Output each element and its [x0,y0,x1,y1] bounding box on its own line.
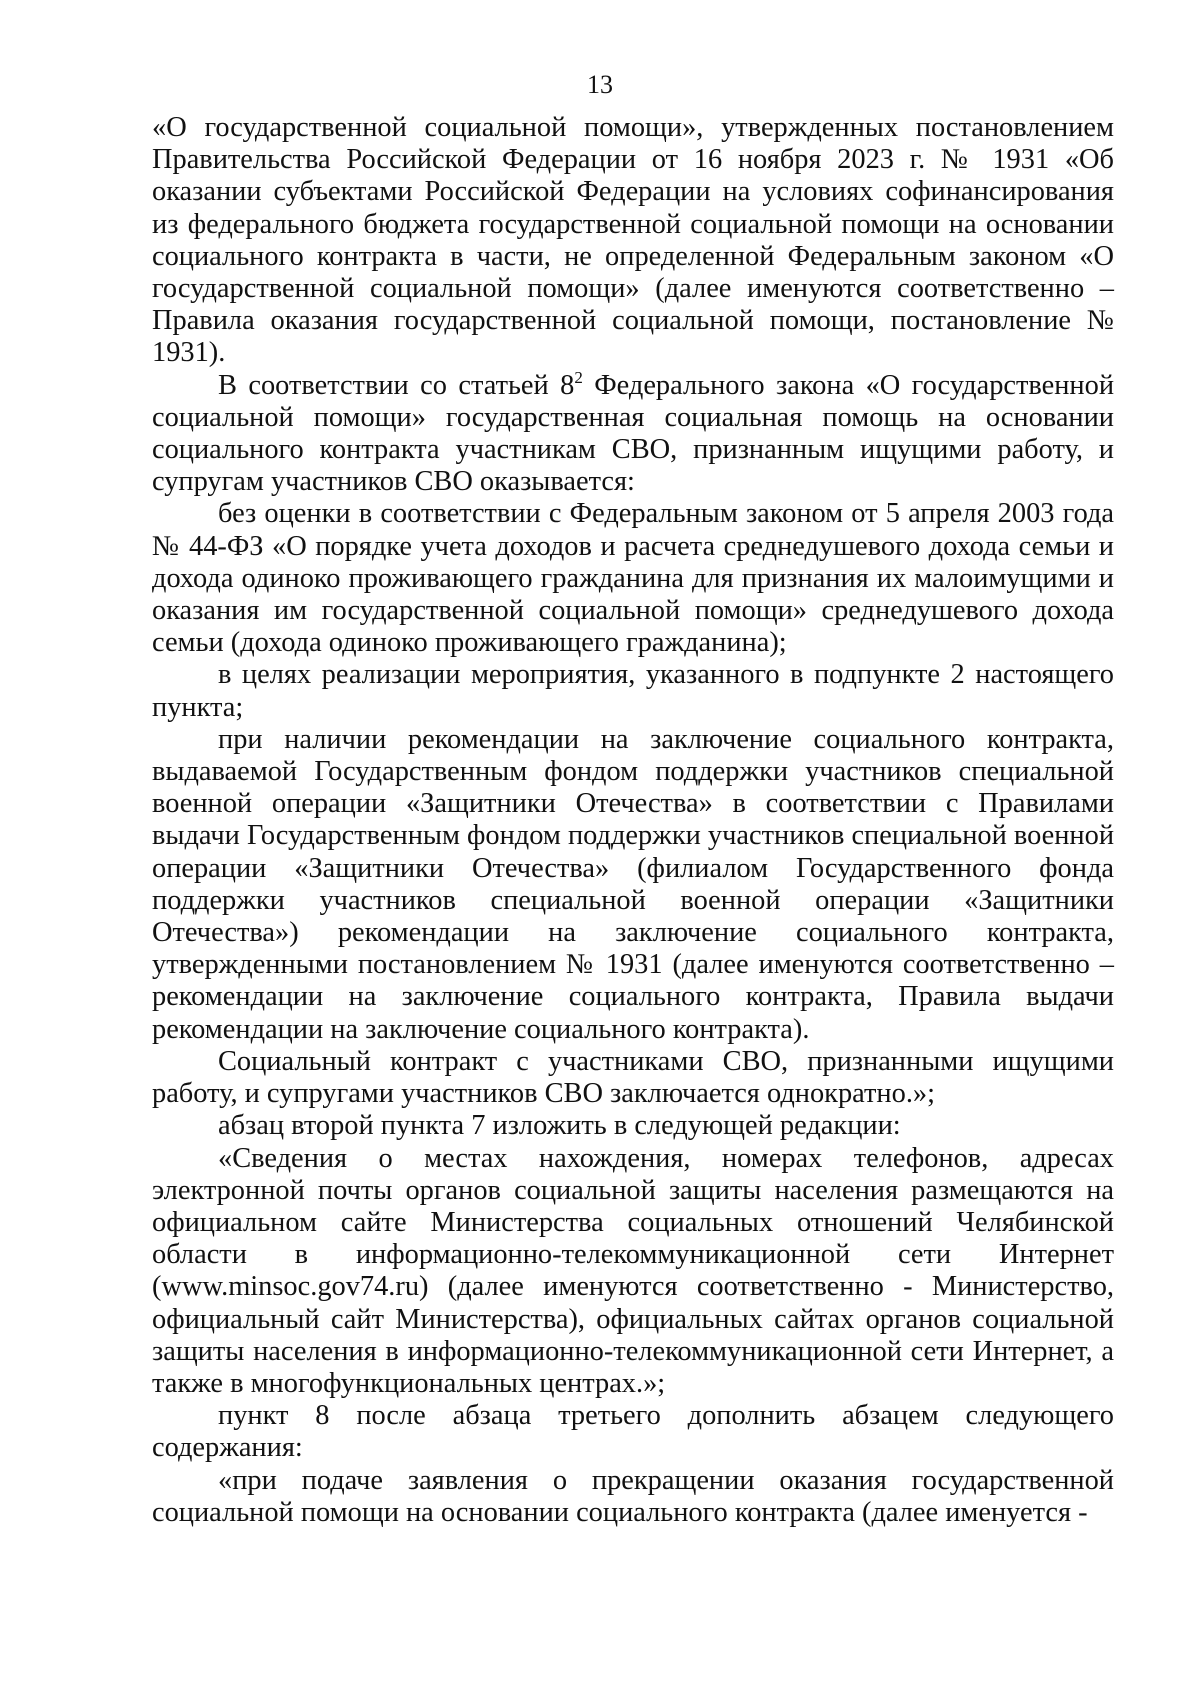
paragraph-article-8-2 [152,367,1115,499]
paragraph-item-7-amendment: абзац второй пункта 7 изложить в следующей редакции: [218,1110,901,1142]
page-number: 13 [587,70,613,99]
paragraph-article-text-end: Федерального закона «О государственной социальной помощи» государственная социальная помощь на основании социального контракта участникам СВО, признанным ищущими работу, и супругам участников СВО оказывается: [152,369,1115,498]
paragraph-item-8-addition: пункт 8 после абзаца третьего дополнить абзацем следующего содержания: [152,1400,1114,1464]
paragraph-article-text-start: В соответствии со статьей 8 [218,369,575,401]
paragraph-termination-application: «при подаче заявления о прекращении оказания государственной социальной помощи на основании социального контракта (далее именуется - [152,1464,1114,1528]
document-body [152,112,1114,1529]
paragraph-without-income-assessment: без оценки в соответствии с Федеральным законом от 5 апреля 2003 года № 44-ФЗ «О порядке учета доходов и расчета среднедушевого дохода семьи и дохода одиноко проживающего гражданина для признания их малоимущими и оказания им государственной социальной помощи» среднедушевого дохода семьи (дохода одиноко проживающего гражданина); [152,498,1114,659]
paragraph-recommendation: при наличии рекомендации на заключение социального контракта, выдаваемой Государственным фондом поддержки участников специальной военной операции «Защитники Отечества» в соответствии с Правилами выдачи Государственным фондом поддержки участников специальной военной операции «Защитники Отечества» (филиалом Государственного фонда поддержки участников специальной военной операции «Защитники Отечества») рекомендации на заключение социального контракта, утвержденными постановлением № 1931 (далее именуются соответственно – рекомендации на заключение социального контракта, Правила выдачи рекомендации на заключение социального контракта). [152,723,1115,1045]
superscript-2: 2 [574,367,583,387]
paragraph-contact-information: «Сведения о местах нахождения, номерах телефонов, адресах электронной почты органов социальной защиты населения размещаются на официальном сайте Министерства социальных отношений Челябинской области в информационно-телекоммуникационной сети Интернет (www.minsoc.gov74.ru) (далее именуются соответственно - Министерство, официальный сайт Министерства), официальных сайтах органов социальной защиты населения в информационно-телекоммуникационной сети Интернет, а также в многофункциональных центрах.»; [152,1142,1114,1399]
paragraph-measure-implementation: в целях реализации мероприятия, указанного в подпункте 2 настоящего пункта; [152,659,1114,723]
paragraph-contract-once: Социальный контракт с участниками СВО, признанными ищущими работу, и супругами участников СВО заключается однократно.»; [152,1045,1114,1110]
paragraph-rules-reference: «О государственной социальной помощи», утвержденных постановлением Правительства Российской Федерации от 16 ноября 2023 г. № 1931 «Об оказании субъектами Российской Федерации на условиях софинансирования из федерального бюджета государственной социальной помощи на основании социального контракта в части, не определенной Федеральным законом «О государственной социальной помощи» (далее именуются соответственно – Правила оказания государственной социальной помощи, постановление № 1931). [152,112,1114,369]
